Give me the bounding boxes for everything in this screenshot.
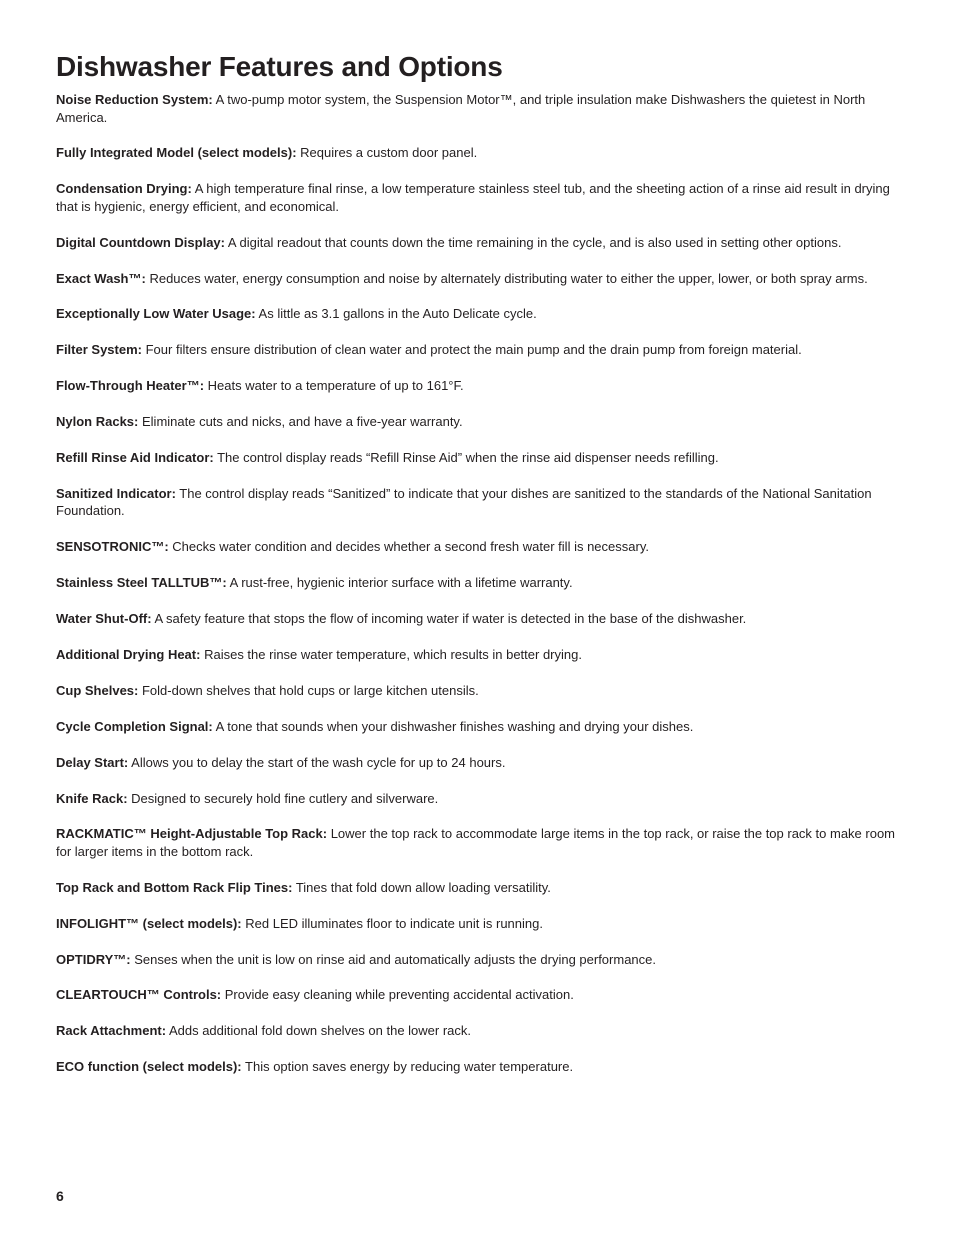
- feature-description: Senses when the unit is low on rinse aid and automatically adjusts the drying performance.: [134, 951, 656, 967]
- feature-description: A safety feature that stops the flow of incoming water if water is detected in the base of the dishwasher.: [154, 611, 747, 627]
- feature-term: Delay Start:: [56, 754, 129, 770]
- feature-description: Provide easy cleaning while preventing accidental activation.: [224, 987, 574, 1003]
- feature-item: [56, 754, 898, 772]
- feature-term: Cycle Completion Signal:: [56, 718, 213, 734]
- feature-item: [56, 1058, 898, 1076]
- feature-item: [56, 91, 898, 126]
- feature-item: [56, 270, 898, 288]
- feature-item: [56, 574, 898, 592]
- feature-term: ECO function (select models):: [56, 1059, 242, 1075]
- feature-description: Red LED illuminates floor to indicate unit is running.: [245, 915, 543, 931]
- feature-item: [56, 485, 898, 520]
- feature-description: The control display reads “Refill Rinse Aid” when the rinse aid dispenser needs refilling.: [217, 450, 719, 466]
- feature-term: Additional Drying Heat:: [56, 646, 201, 662]
- feature-item: [56, 825, 898, 860]
- feature-item: [56, 986, 898, 1004]
- feature-description: A rust-free, hygienic interior surface with a lifetime warranty.: [229, 575, 573, 591]
- feature-description: The control display reads “Sanitized” to indicate that your dishes are sanitized to the standards of the National Sanitation Foundation.: [56, 485, 872, 519]
- feature-description: Four filters ensure distribution of clean water and protect the main pump and the drain pump from foreign material.: [145, 342, 802, 358]
- feature-description: This option saves energy by reducing water temperature.: [245, 1059, 574, 1075]
- feature-item: [56, 449, 898, 467]
- feature-term: Exact Wash™:: [56, 270, 146, 286]
- feature-description: Fold-down shelves that hold cups or large kitchen utensils.: [141, 682, 479, 698]
- feature-term: Nylon Racks:: [56, 414, 139, 430]
- feature-term: Rack Attachment:: [56, 1023, 167, 1039]
- feature-description: Checks water condition and decides whether a second fresh water fill is necessary.: [172, 539, 649, 555]
- feature-term: OPTIDRY™:: [56, 951, 131, 967]
- feature-description: Raises the rinse water temperature, which results in better drying.: [204, 646, 582, 662]
- feature-term: Flow-Through Heater™:: [56, 378, 205, 394]
- feature-term: Cup Shelves:: [56, 682, 139, 698]
- feature-description: As little as 3.1 gallons in the Auto Delicate cycle.: [258, 306, 537, 322]
- feature-term: Top Rack and Bottom Rack Flip Tines:: [56, 879, 293, 895]
- feature-term: Filter System:: [56, 342, 142, 358]
- feature-term: Refill Rinse Aid Indicator:: [56, 450, 214, 466]
- feature-item: [56, 341, 898, 359]
- feature-description: A high temperature final rinse, a low temperature stainless steel tub, and the sheeting action of a rinse aid result in drying that is hygienic, energy efficient, and economical.: [56, 181, 890, 214]
- feature-item: [56, 682, 898, 700]
- feature-item: [56, 377, 898, 395]
- feature-description: Reduces water, energy consumption and noise by alternately distributing water to either the upper, lower, or both spray arms.: [149, 270, 868, 286]
- feature-list: [56, 91, 898, 1076]
- feature-item: [56, 951, 898, 969]
- feature-description: Requires a custom door panel.: [300, 145, 478, 161]
- feature-description: A digital readout that counts down the time remaining in the cycle, and is also used in setting other options.: [227, 234, 842, 250]
- feature-item: [56, 790, 898, 808]
- page-number: 6: [56, 1188, 64, 1204]
- feature-item: [56, 718, 898, 736]
- feature-description: Lower the top rack to accommodate large items in the top rack, or raise the top rack to make room for larger items in the bottom rack.: [56, 826, 896, 859]
- feature-description: Eliminate cuts and nicks, and have a five-year warranty.: [142, 414, 463, 430]
- feature-item: [56, 144, 898, 162]
- feature-term: INFOLIGHT™ (select models):: [56, 915, 242, 931]
- feature-term: Condensation Drying:: [56, 181, 192, 197]
- feature-item: [56, 180, 898, 215]
- feature-item: [56, 234, 898, 252]
- feature-term: CLEARTOUCH™ Controls:: [56, 987, 222, 1003]
- feature-description: A tone that sounds when your dishwasher finishes washing and drying your dishes.: [215, 718, 694, 734]
- feature-term: Digital Countdown Display:: [56, 234, 225, 250]
- feature-item: [56, 879, 898, 897]
- page-title: Dishwasher Features and Options: [56, 51, 503, 82]
- feature-term: Sanitized Indicator:: [56, 485, 176, 501]
- feature-term: RACKMATIC™ Height-Adjustable Top Rack:: [56, 826, 328, 842]
- feature-description: Adds additional fold down shelves on the lower rack.: [168, 1023, 472, 1039]
- feature-item: [56, 305, 898, 323]
- feature-description: A two-pump motor system, the Suspension Motor™, and triple insulation make Dishwashers the quietest in North America.: [56, 92, 866, 125]
- feature-description: Heats water to a temperature of up to 161°F.: [207, 378, 464, 394]
- feature-item: [56, 413, 898, 431]
- feature-item: [56, 646, 898, 664]
- feature-term: Exceptionally Low Water Usage:: [56, 306, 256, 322]
- document-page: [56, 48, 898, 1094]
- feature-term: Noise Reduction System:: [56, 92, 213, 107]
- feature-description: Designed to securely hold fine cutlery and silverware.: [131, 790, 439, 806]
- feature-item: [56, 538, 898, 556]
- feature-description: Tines that fold down allow loading versatility.: [295, 879, 551, 895]
- feature-description: Allows you to delay the start of the wash cycle for up to 24 hours.: [131, 754, 506, 770]
- feature-term: Fully Integrated Model (select models):: [56, 145, 297, 161]
- feature-term: Water Shut-Off:: [56, 611, 152, 627]
- feature-term: SENSOTRONIC™:: [56, 539, 169, 555]
- feature-term: Stainless Steel TALLTUB™:: [56, 575, 227, 591]
- feature-item: [56, 1022, 898, 1040]
- feature-term: Knife Rack:: [56, 790, 128, 806]
- feature-item: [56, 915, 898, 933]
- feature-item: [56, 610, 898, 628]
